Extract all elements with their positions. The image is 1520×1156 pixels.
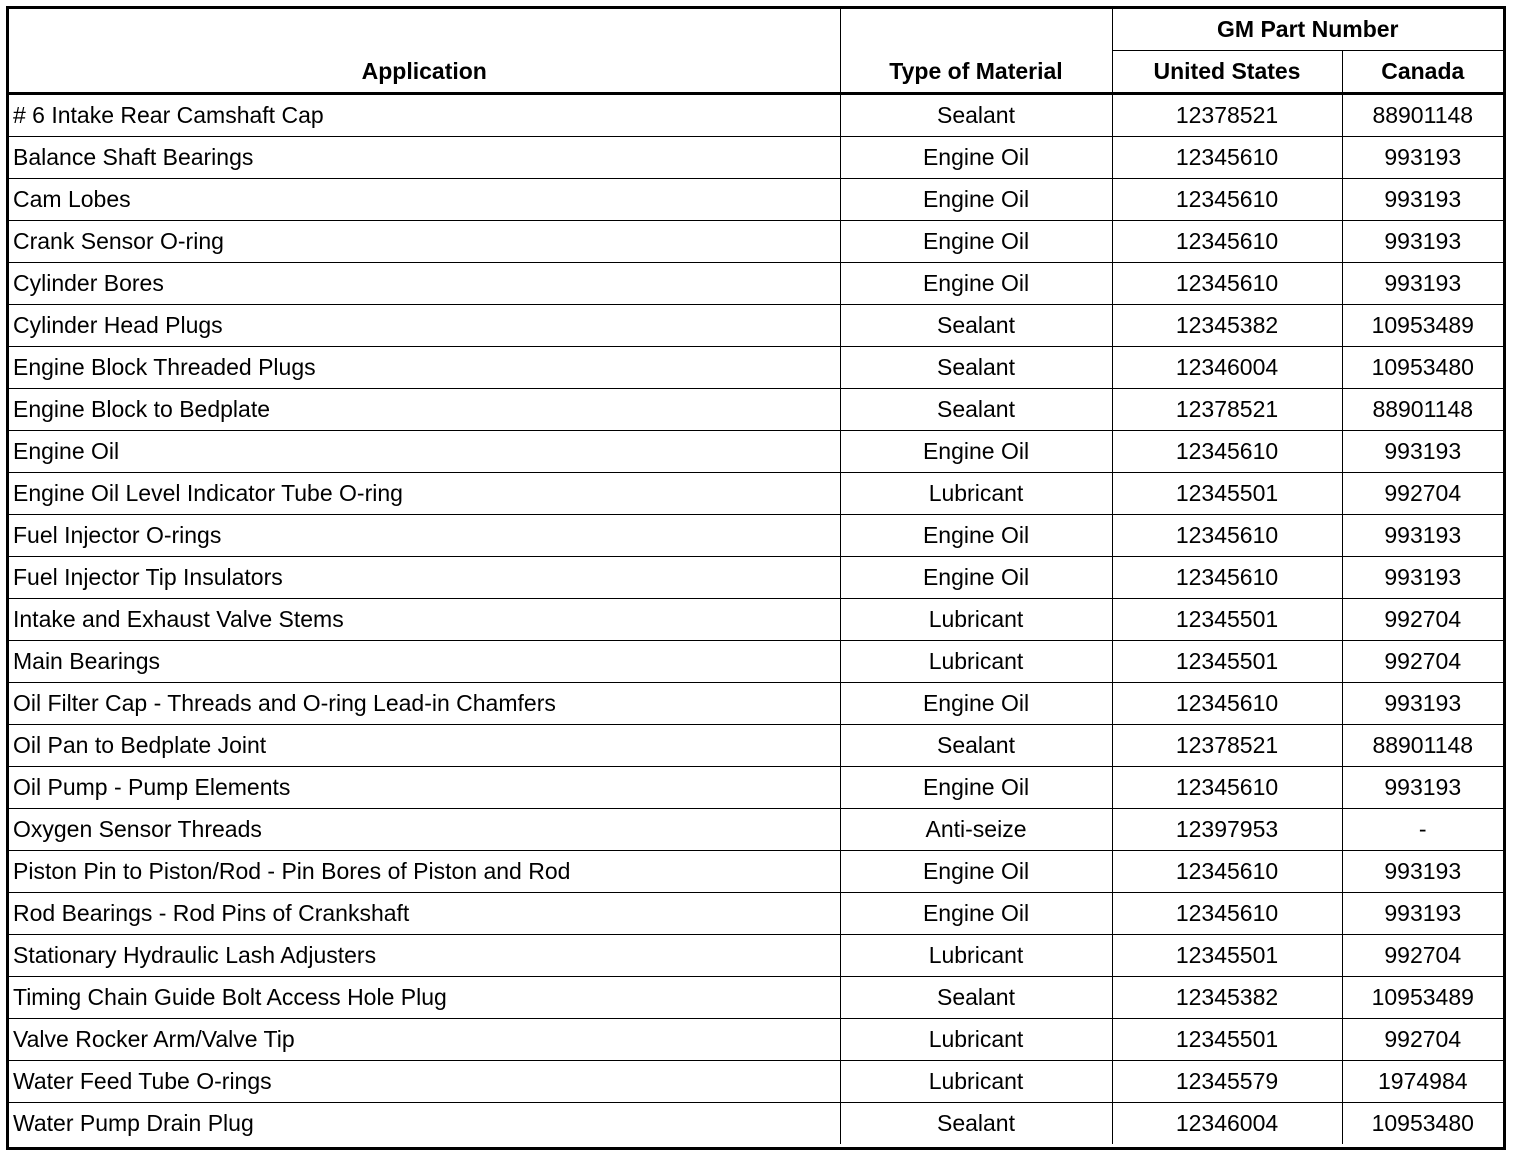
application-cell: Fuel Injector Tip Insulators bbox=[9, 557, 840, 599]
table-row bbox=[9, 641, 1503, 683]
us-part-number-cell: 12346004 bbox=[1112, 1103, 1342, 1145]
table-row bbox=[9, 473, 1503, 515]
table-row bbox=[9, 431, 1503, 473]
us-part-number-cell: 12345610 bbox=[1112, 683, 1342, 725]
material-cell: Engine Oil bbox=[840, 263, 1112, 305]
canada-part-number-cell: 993193 bbox=[1342, 767, 1503, 809]
us-part-number-cell: 12345501 bbox=[1112, 473, 1342, 515]
material-cell: Sealant bbox=[840, 389, 1112, 431]
material-cell: Lubricant bbox=[840, 641, 1112, 683]
application-cell: Balance Shaft Bearings bbox=[9, 137, 840, 179]
us-part-number-cell: 12345501 bbox=[1112, 1019, 1342, 1061]
application-cell: Cylinder Head Plugs bbox=[9, 305, 840, 347]
table-row bbox=[9, 137, 1503, 179]
table-row bbox=[9, 221, 1503, 263]
canada-part-number-cell: 993193 bbox=[1342, 515, 1503, 557]
canada-part-number-cell: 10953480 bbox=[1342, 347, 1503, 389]
application-cell: Oil Pan to Bedplate Joint bbox=[9, 725, 840, 767]
table-row bbox=[9, 263, 1503, 305]
us-part-number-cell: 12378521 bbox=[1112, 94, 1342, 137]
material-cell: Sealant bbox=[840, 305, 1112, 347]
material-cell: Engine Oil bbox=[840, 767, 1112, 809]
canada-part-number-cell: 88901148 bbox=[1342, 94, 1503, 137]
canada-part-number-cell: 10953480 bbox=[1342, 1103, 1503, 1145]
canada-part-number-cell: - bbox=[1342, 809, 1503, 851]
canada-part-number-cell: 10953489 bbox=[1342, 977, 1503, 1019]
application-cell: Rod Bearings - Rod Pins of Crankshaft bbox=[9, 893, 840, 935]
gm-part-number-header: GM Part Number bbox=[1112, 9, 1503, 51]
canada-part-number-cell: 992704 bbox=[1342, 641, 1503, 683]
us-part-number-cell: 12397953 bbox=[1112, 809, 1342, 851]
us-part-number-cell: 12345610 bbox=[1112, 557, 1342, 599]
application-cell: Intake and Exhaust Valve Stems bbox=[9, 599, 840, 641]
us-part-number-cell: 12378521 bbox=[1112, 389, 1342, 431]
material-cell: Engine Oil bbox=[840, 893, 1112, 935]
table-row bbox=[9, 557, 1503, 599]
table-row bbox=[9, 389, 1503, 431]
material-cell: Engine Oil bbox=[840, 431, 1112, 473]
application-cell: Water Feed Tube O-rings bbox=[9, 1061, 840, 1103]
table-row bbox=[9, 725, 1503, 767]
table-row bbox=[9, 94, 1503, 137]
us-part-number-cell: 12345610 bbox=[1112, 893, 1342, 935]
us-part-number-cell: 12345382 bbox=[1112, 305, 1342, 347]
application-cell: Oxygen Sensor Threads bbox=[9, 809, 840, 851]
us-part-number-cell: 12345610 bbox=[1112, 179, 1342, 221]
us-part-number-cell: 12345501 bbox=[1112, 641, 1342, 683]
material-cell: Lubricant bbox=[840, 1061, 1112, 1103]
material-cell: Lubricant bbox=[840, 1019, 1112, 1061]
table-row bbox=[9, 515, 1503, 557]
table-row bbox=[9, 851, 1503, 893]
us-part-number-cell: 12345610 bbox=[1112, 221, 1342, 263]
application-cell: Stationary Hydraulic Lash Adjusters bbox=[9, 935, 840, 977]
material-cell: Anti-seize bbox=[840, 809, 1112, 851]
table-row bbox=[9, 1019, 1503, 1061]
us-part-number-cell: 12378521 bbox=[1112, 725, 1342, 767]
application-cell: Piston Pin to Piston/Rod - Pin Bores of Piston and Rod bbox=[9, 851, 840, 893]
material-header: Type of Material bbox=[840, 9, 1112, 94]
table-row bbox=[9, 809, 1503, 851]
canada-part-number-cell: 992704 bbox=[1342, 473, 1503, 515]
canada-part-number-cell: 993193 bbox=[1342, 179, 1503, 221]
canada-part-number-cell: 993193 bbox=[1342, 893, 1503, 935]
table-body bbox=[9, 94, 1503, 1145]
material-cell: Sealant bbox=[840, 347, 1112, 389]
canada-part-number-cell: 88901148 bbox=[1342, 389, 1503, 431]
material-cell: Lubricant bbox=[840, 935, 1112, 977]
parts-table-sheet bbox=[6, 6, 1506, 1150]
material-cell: Sealant bbox=[840, 725, 1112, 767]
material-cell: Engine Oil bbox=[840, 557, 1112, 599]
us-part-number-cell: 12345610 bbox=[1112, 515, 1342, 557]
canada-part-number-cell: 993193 bbox=[1342, 683, 1503, 725]
canada-part-number-cell: 992704 bbox=[1342, 935, 1503, 977]
application-cell: Cam Lobes bbox=[9, 179, 840, 221]
application-cell: Oil Filter Cap - Threads and O-ring Lead-in Chamfers bbox=[9, 683, 840, 725]
table-row bbox=[9, 179, 1503, 221]
us-part-number-cell: 12345610 bbox=[1112, 137, 1342, 179]
us-part-number-cell: 12345579 bbox=[1112, 1061, 1342, 1103]
canada-part-number-cell: 993193 bbox=[1342, 851, 1503, 893]
material-cell: Engine Oil bbox=[840, 515, 1112, 557]
us-part-number-cell: 12346004 bbox=[1112, 347, 1342, 389]
canada-part-number-cell: 993193 bbox=[1342, 137, 1503, 179]
table-row bbox=[9, 935, 1503, 977]
us-part-number-cell: 12345501 bbox=[1112, 599, 1342, 641]
application-cell: Engine Block Threaded Plugs bbox=[9, 347, 840, 389]
canada-part-number-cell: 993193 bbox=[1342, 431, 1503, 473]
application-cell: Crank Sensor O-ring bbox=[9, 221, 840, 263]
parts-table bbox=[9, 9, 1503, 1144]
material-cell: Sealant bbox=[840, 977, 1112, 1019]
table-row bbox=[9, 347, 1503, 389]
application-header: Application bbox=[9, 9, 840, 94]
application-cell: Water Pump Drain Plug bbox=[9, 1103, 840, 1145]
table-row bbox=[9, 305, 1503, 347]
application-cell: Timing Chain Guide Bolt Access Hole Plug bbox=[9, 977, 840, 1019]
material-cell: Sealant bbox=[840, 94, 1112, 137]
canada-part-number-cell: 88901148 bbox=[1342, 725, 1503, 767]
application-cell: # 6 Intake Rear Camshaft Cap bbox=[9, 94, 840, 137]
table-row bbox=[9, 683, 1503, 725]
material-cell: Engine Oil bbox=[840, 851, 1112, 893]
application-cell: Cylinder Bores bbox=[9, 263, 840, 305]
table-row bbox=[9, 767, 1503, 809]
application-cell: Main Bearings bbox=[9, 641, 840, 683]
us-part-number-cell: 12345610 bbox=[1112, 431, 1342, 473]
canada-header: Canada bbox=[1342, 51, 1503, 94]
application-cell: Valve Rocker Arm/Valve Tip bbox=[9, 1019, 840, 1061]
application-cell: Engine Oil Level Indicator Tube O-ring bbox=[9, 473, 840, 515]
canada-part-number-cell: 992704 bbox=[1342, 599, 1503, 641]
material-cell: Engine Oil bbox=[840, 179, 1112, 221]
material-cell: Engine Oil bbox=[840, 137, 1112, 179]
canada-part-number-cell: 1974984 bbox=[1342, 1061, 1503, 1103]
us-part-number-cell: 12345610 bbox=[1112, 263, 1342, 305]
us-part-number-cell: 12345610 bbox=[1112, 851, 1342, 893]
canada-part-number-cell: 993193 bbox=[1342, 263, 1503, 305]
application-cell: Fuel Injector O-rings bbox=[9, 515, 840, 557]
us-part-number-cell: 12345501 bbox=[1112, 935, 1342, 977]
material-cell: Lubricant bbox=[840, 473, 1112, 515]
table-row bbox=[9, 1103, 1503, 1145]
table-row bbox=[9, 977, 1503, 1019]
application-cell: Oil Pump - Pump Elements bbox=[9, 767, 840, 809]
canada-part-number-cell: 993193 bbox=[1342, 221, 1503, 263]
canada-part-number-cell: 993193 bbox=[1342, 557, 1503, 599]
united-states-header: United States bbox=[1112, 51, 1342, 94]
material-cell: Engine Oil bbox=[840, 221, 1112, 263]
material-cell: Lubricant bbox=[840, 599, 1112, 641]
us-part-number-cell: 12345610 bbox=[1112, 767, 1342, 809]
canada-part-number-cell: 992704 bbox=[1342, 1019, 1503, 1061]
table-row bbox=[9, 893, 1503, 935]
table-row bbox=[9, 1061, 1503, 1103]
application-cell: Engine Block to Bedplate bbox=[9, 389, 840, 431]
table-header bbox=[9, 9, 1503, 94]
material-cell: Engine Oil bbox=[840, 683, 1112, 725]
us-part-number-cell: 12345382 bbox=[1112, 977, 1342, 1019]
application-cell: Engine Oil bbox=[9, 431, 840, 473]
material-cell: Sealant bbox=[840, 1103, 1112, 1145]
table-row bbox=[9, 599, 1503, 641]
canada-part-number-cell: 10953489 bbox=[1342, 305, 1503, 347]
